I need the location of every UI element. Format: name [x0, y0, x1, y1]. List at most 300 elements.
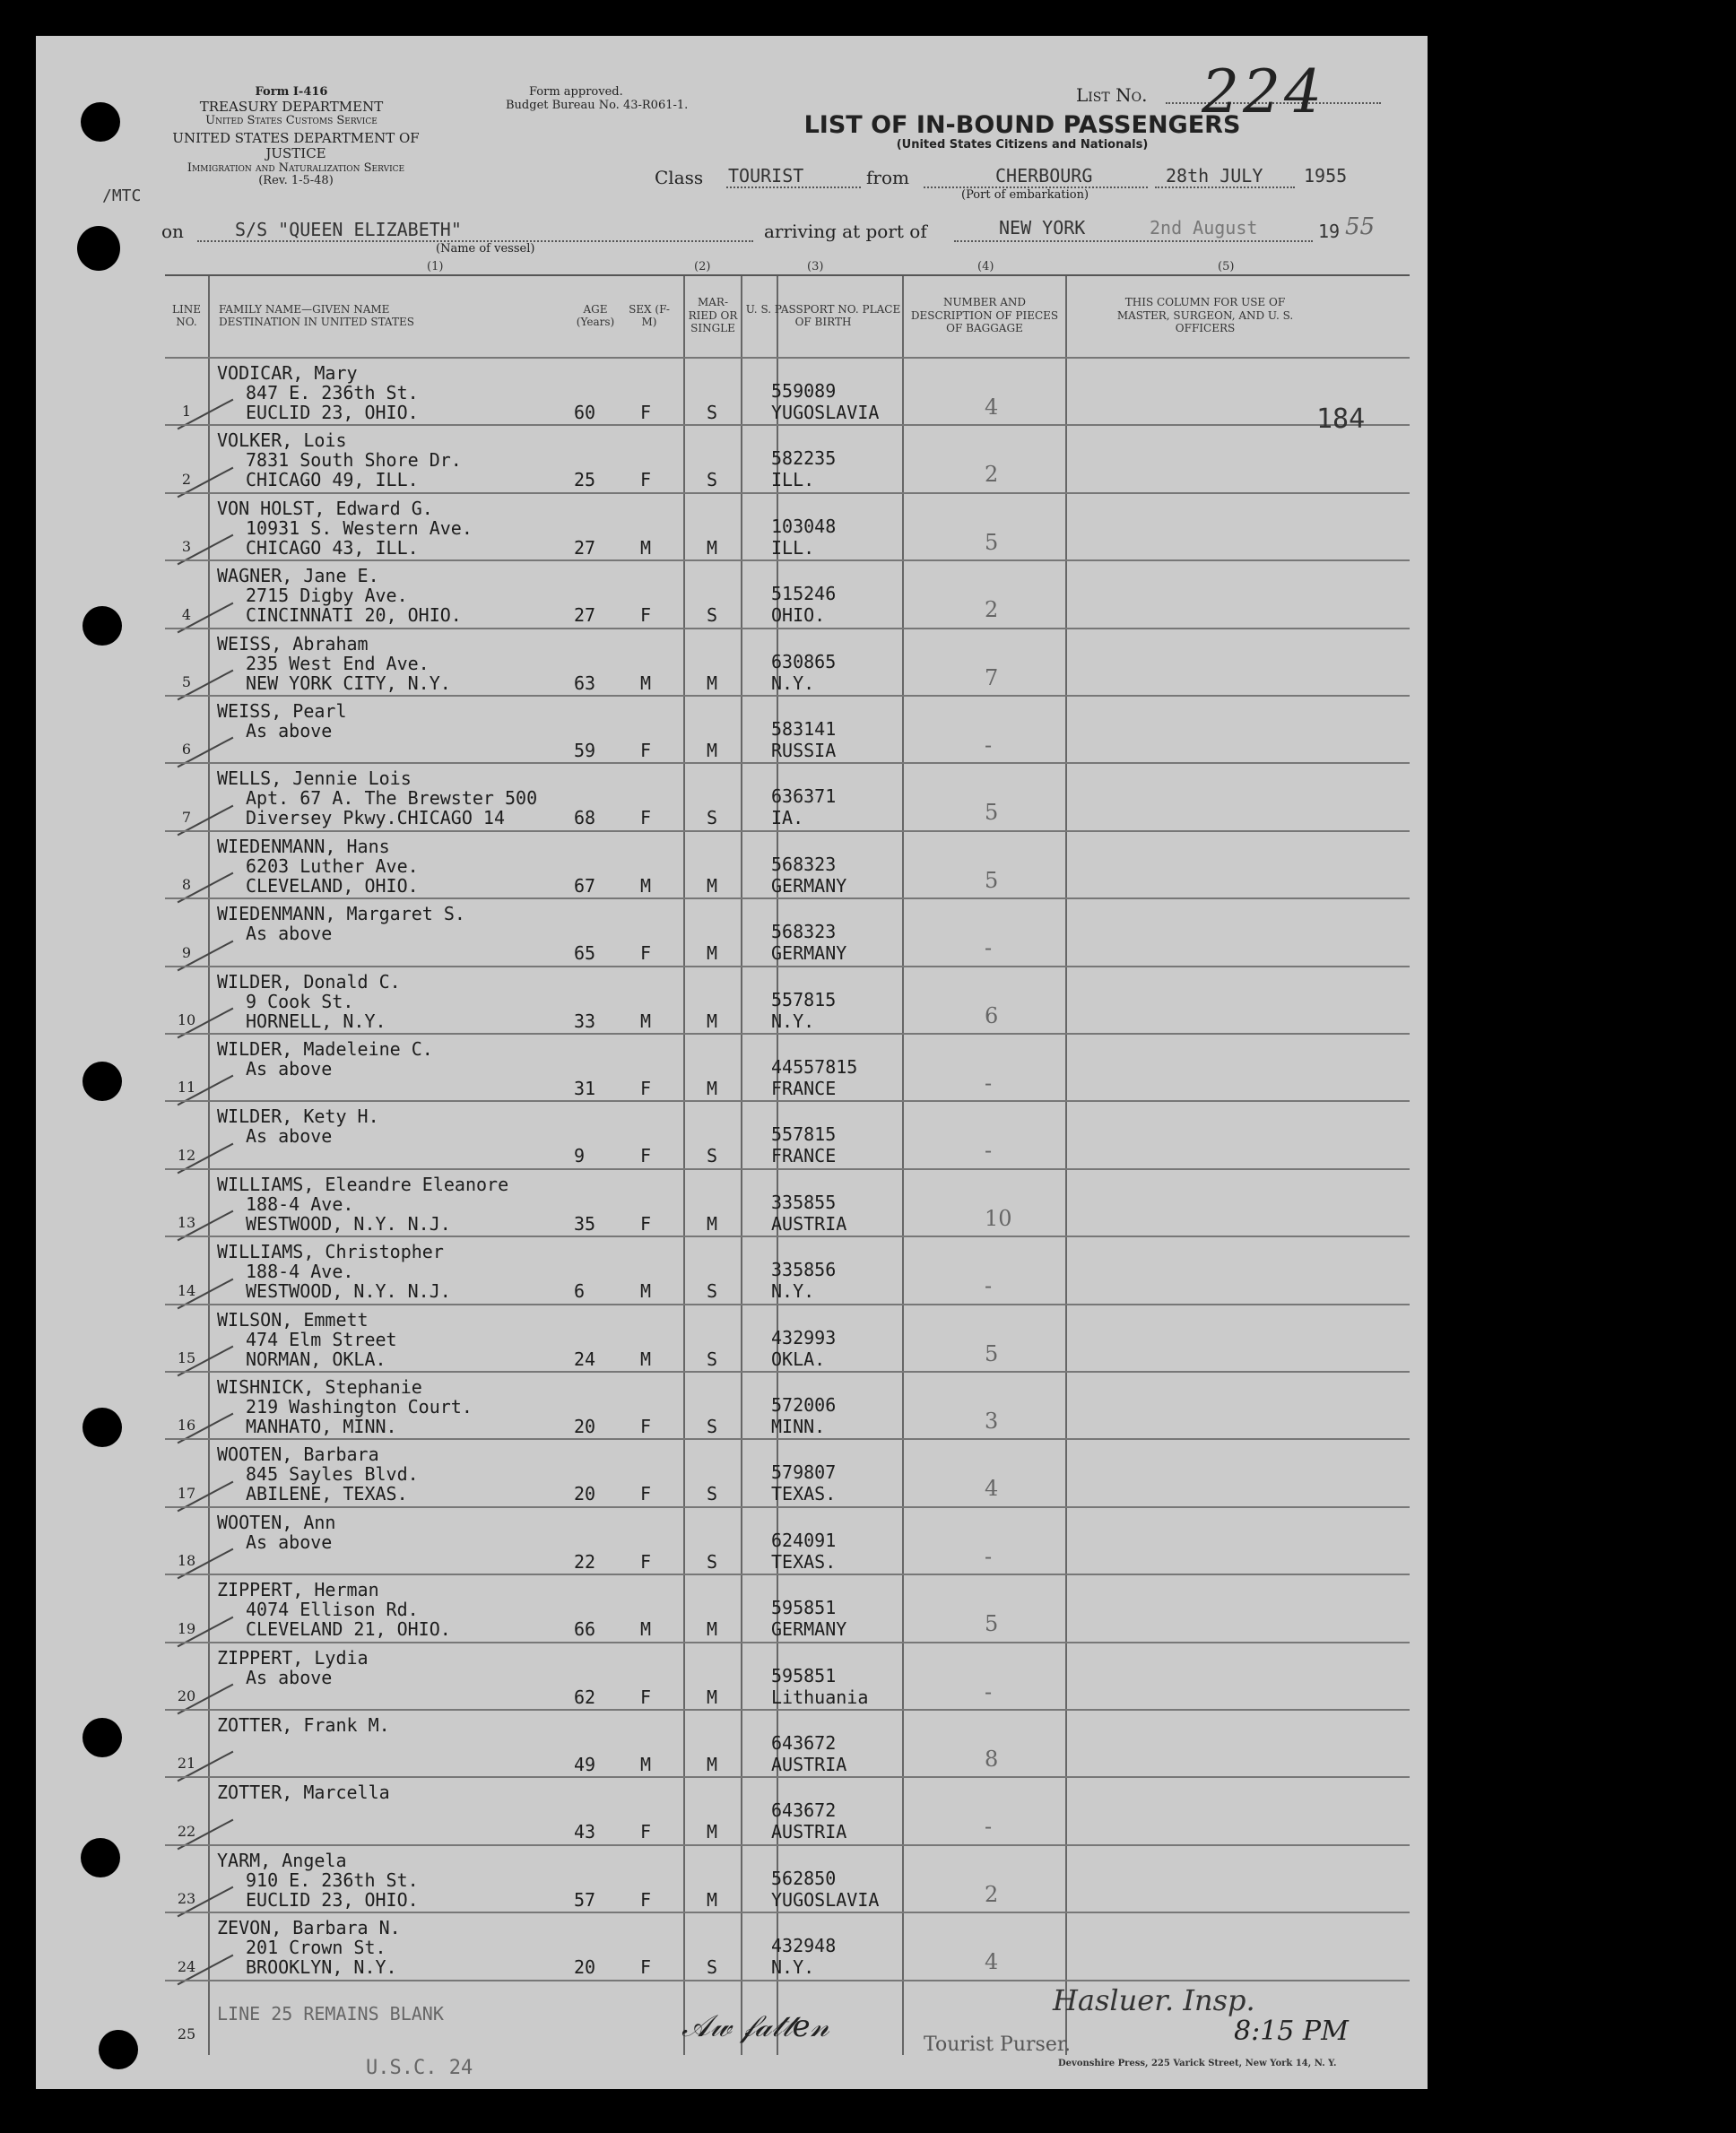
vessel-name: S/S "QUEEN ELIZABETH" — [235, 219, 462, 240]
city-line: MANHATO, MINN. — [246, 1416, 397, 1437]
sex: F — [640, 1821, 652, 1843]
sex: F — [640, 1078, 652, 1099]
header-name: FAMILY NAME—GIVEN NAME DESTINATION IN UNITED STATES — [219, 302, 414, 328]
line-number: 7 — [181, 808, 192, 826]
address-line: 2715 Digby Ave. — [246, 585, 408, 607]
table-row — [165, 1168, 1410, 1237]
marital-status: M — [707, 1754, 718, 1775]
arrival-date: 2nd August — [1150, 217, 1258, 238]
passport-number: 44557815 — [771, 1056, 858, 1078]
time-note: 8:15 PM — [1234, 2016, 1349, 2047]
baggage-count: 2 — [985, 462, 999, 488]
header-line: LINE NO. — [172, 302, 201, 328]
justice-dept: UNITED STATES DEPARTMENT OF JUSTICE — [172, 130, 420, 162]
passenger-name: VODICAR, Mary — [217, 362, 358, 384]
marital-status: S — [707, 1956, 718, 1979]
passport-number: 643672 — [771, 1799, 837, 1822]
baggage-count: 5 — [985, 529, 999, 555]
form-number: Form I-416 — [255, 85, 328, 99]
passport-number: 568323 — [771, 921, 837, 943]
birthplace: Lithuania — [771, 1686, 869, 1708]
customs-service: United States Customs Service — [205, 114, 378, 128]
age: 62 — [574, 1686, 596, 1708]
age: 43 — [574, 1821, 596, 1843]
baggage-count: 6 — [985, 1002, 999, 1028]
sex: F — [640, 1483, 652, 1505]
baggage-count: 4 — [985, 395, 999, 420]
birthplace: GERMANY — [771, 1618, 847, 1641]
baggage-count: 8 — [985, 1747, 999, 1772]
line-number: 4 — [181, 605, 192, 623]
table-row — [165, 966, 1410, 1035]
city-line: WESTWOOD, N.Y. N.J. — [246, 1280, 451, 1303]
address-line: 910 E. 236th St. — [246, 1869, 419, 1891]
table-row — [165, 1236, 1410, 1305]
col-number: (2) — [694, 260, 711, 273]
header-officers: THIS COLUMN FOR USE OF MASTER, SURGEON, AND U. S. OFFICERS — [1116, 296, 1294, 335]
city-line: NEW YORK CITY, N.Y. — [246, 672, 451, 694]
birthplace: YUGOSLAVIA — [771, 402, 880, 423]
passenger-name: WILLIAMS, Christopher — [217, 1241, 444, 1263]
list-no-label: List No. — [1076, 84, 1148, 106]
line-number: 14 — [177, 1281, 196, 1299]
passport-number: 579807 — [771, 1461, 837, 1484]
city-line: CHICAGO 43, ILL. — [246, 536, 419, 559]
table-row — [165, 1033, 1410, 1102]
sex: F — [640, 402, 652, 423]
birthplace: FRANCE — [771, 1145, 837, 1167]
passenger-name: WAGNER, Jane E. — [217, 565, 379, 587]
arrival-year: 55 — [1345, 213, 1376, 240]
passenger-name: WILLIAMS, Eleandre Eleanore — [217, 1173, 509, 1195]
inspector-note: Hasluer. Insp. — [1053, 1983, 1255, 2017]
baggage-count: - — [985, 1273, 993, 1299]
punch-hole — [82, 606, 122, 646]
passport-number: 583141 — [771, 718, 837, 740]
baggage-count: 7 — [985, 664, 999, 690]
city-line: CINCINNATI 20, OHIO. — [246, 604, 462, 627]
age: 57 — [574, 1888, 596, 1911]
age: 63 — [574, 672, 596, 694]
birthplace: N.Y. — [771, 672, 815, 694]
age: 67 — [574, 874, 596, 897]
header-baggage: NUMBER AND DESCRIPTION OF PIECES OF BAGGAGE — [910, 296, 1059, 335]
marital-status: M — [707, 672, 718, 694]
age: 27 — [574, 536, 596, 559]
officer-note: 184 — [1316, 403, 1366, 435]
table-row — [165, 1844, 1410, 1913]
sex: F — [640, 1888, 652, 1911]
passenger-name: ZIPPERT, Lydia — [217, 1646, 369, 1669]
birthplace: OHIO. — [771, 604, 826, 627]
birthplace: IA. — [771, 807, 804, 829]
passenger-name: WIEDENMANN, Hans — [217, 835, 390, 857]
birthplace: AUSTRIA — [771, 1754, 847, 1775]
address-line: As above — [246, 923, 333, 945]
age: 65 — [574, 942, 596, 965]
birthplace: OKLA. — [771, 1348, 826, 1370]
passport-number: 559089 — [771, 380, 837, 402]
treasury-dept: TREASURY DEPARTMENT — [199, 98, 384, 115]
address-line: 4074 Ellison Rd. — [246, 1599, 419, 1621]
marital-status: M — [707, 1618, 718, 1641]
age: 60 — [574, 402, 596, 423]
punch-hole — [99, 2030, 138, 2069]
age: 33 — [574, 1010, 596, 1032]
title: LIST OF IN-BOUND PASSENGERS — [803, 111, 1241, 139]
col-number: (4) — [977, 260, 994, 273]
passenger-name: WOOTEN, Barbara — [217, 1444, 379, 1466]
marital-status: S — [707, 1348, 718, 1370]
address-line: As above — [246, 1666, 333, 1688]
table-row — [165, 1776, 1410, 1845]
table-row — [165, 1709, 1410, 1778]
age: 6 — [574, 1280, 586, 1303]
line-number: 8 — [181, 876, 192, 894]
punch-hole — [81, 1838, 120, 1877]
birthplace: GERMANY — [771, 874, 847, 897]
sex: F — [640, 1686, 652, 1708]
revision: (Rev. 1-5-48) — [258, 174, 334, 188]
address-line: 6203 Luther Ave. — [246, 854, 419, 877]
passenger-name: YARM, Angela — [217, 1849, 347, 1871]
age: 31 — [574, 1078, 596, 1099]
line-number: 6 — [181, 741, 192, 759]
sex: M — [640, 672, 652, 694]
manifest-page — [36, 36, 1428, 2089]
passport-number: 557815 — [771, 988, 837, 1010]
line-number: 23 — [177, 1890, 196, 1908]
header-sex: SEX (F-M) — [629, 302, 670, 328]
sex: F — [640, 604, 652, 627]
table-row — [165, 897, 1410, 967]
address-line: 201 Crown St. — [246, 1937, 386, 1959]
address-line: 188-4 Ave. — [246, 1192, 354, 1215]
purser-label: Tourist Purser. — [924, 2033, 1071, 2056]
baggage-count: - — [985, 1071, 993, 1096]
line-number: 18 — [177, 1552, 196, 1570]
line-number: 15 — [177, 1348, 196, 1366]
baggage-count: 5 — [985, 1340, 999, 1366]
sex: F — [640, 942, 652, 965]
passport-number: 557815 — [771, 1123, 837, 1146]
purser-signature: 𝒜𝓌 𝒻𝒶𝓉𝓉𝑒𝓃 — [681, 2008, 829, 2044]
birthplace: N.Y. — [771, 1280, 815, 1303]
class-value: TOURIST — [728, 165, 804, 186]
baggage-count: 5 — [985, 867, 999, 893]
baggage-count: - — [985, 1138, 993, 1164]
class-label: Class — [655, 167, 704, 188]
city-line: CHICAGO 49, ILL. — [246, 469, 419, 491]
city-line: Diversey Pkwy.CHICAGO 14 — [246, 807, 505, 829]
marital-status: M — [707, 942, 718, 965]
birthplace: N.Y. — [771, 1010, 815, 1032]
table-row — [165, 1438, 1410, 1507]
punch-hole — [81, 102, 120, 142]
marital-status: M — [707, 740, 718, 761]
arrival-year-prefix: 19 — [1318, 221, 1341, 242]
marital-status: M — [707, 1686, 718, 1708]
passport-number: 595851 — [771, 1664, 837, 1686]
sex: M — [640, 536, 652, 559]
ins-service: Immigration and Naturalization Service — [187, 160, 405, 175]
marital-status: S — [707, 1280, 718, 1303]
address-line: 7831 South Shore Dr. — [246, 449, 462, 472]
col-number: (1) — [427, 260, 444, 273]
sex: F — [640, 1416, 652, 1437]
table-row — [165, 1100, 1410, 1169]
age: 22 — [574, 1550, 596, 1573]
arriving-label: arriving at port of — [764, 221, 927, 242]
passenger-name: ZOTTER, Frank M. — [217, 1714, 390, 1736]
birthplace: RUSSIA — [771, 740, 837, 761]
line-number: 20 — [177, 1686, 196, 1704]
table-row — [165, 1304, 1410, 1373]
sex: F — [640, 807, 652, 829]
marital-status: S — [707, 1145, 718, 1167]
age: 68 — [574, 807, 596, 829]
marital-status: M — [707, 1010, 718, 1032]
table-row — [165, 357, 1410, 426]
birthplace: GERMANY — [771, 942, 847, 965]
justice-block — [161, 131, 430, 188]
passenger-name: WELLS, Jennie Lois — [217, 767, 412, 790]
address-line: 845 Sayles Blvd. — [246, 1463, 419, 1486]
table-row — [165, 1371, 1410, 1440]
passenger-name: LINE 25 REMAINS BLANK — [217, 2002, 444, 2025]
baggage-count: 2 — [985, 1881, 999, 1907]
address-line: As above — [246, 1530, 333, 1553]
port-note: (Port of embarkation) — [961, 188, 1089, 202]
passport-number: 624091 — [771, 1529, 837, 1551]
line-number: 5 — [181, 672, 192, 690]
table-row — [165, 830, 1410, 899]
marital-status: M — [707, 874, 718, 897]
city-line: CLEVELAND, OHIO. — [246, 874, 419, 897]
sex: F — [640, 1550, 652, 1573]
birthplace: FRANCE — [771, 1078, 837, 1099]
line-number: 17 — [177, 1484, 196, 1502]
city-line: CLEVELAND 21, OHIO. — [246, 1618, 451, 1641]
passenger-name: WILDER, Donald C. — [217, 970, 401, 993]
table-row — [165, 695, 1410, 764]
baggage-count: - — [985, 1543, 993, 1569]
address-line: 847 E. 236th St. — [246, 382, 419, 403]
address-line: As above — [246, 1058, 333, 1080]
sex: F — [640, 1212, 652, 1235]
address-line: 188-4 Ave. — [246, 1261, 354, 1283]
line-number: 11 — [177, 1079, 196, 1097]
city-line: HORNELL, N.Y. — [246, 1010, 386, 1032]
age: 59 — [574, 740, 596, 761]
passenger-name: WEISS, Pearl — [217, 700, 347, 722]
table-row — [165, 1912, 1410, 1981]
from-label: from — [866, 167, 909, 188]
passport-number: 595851 — [771, 1597, 837, 1619]
age: 20 — [574, 1956, 596, 1979]
city-line: EUCLID 23, OHIO. — [246, 1888, 419, 1911]
depart-date: 28th JULY — [1166, 165, 1263, 186]
header-passport: U. S. PASSPORT NO. PLACE OF BIRTH — [745, 302, 901, 328]
sex: M — [640, 1010, 652, 1032]
punch-hole — [82, 1062, 122, 1101]
table-row — [165, 762, 1410, 831]
age: 35 — [574, 1212, 596, 1235]
passport-number: 636371 — [771, 785, 837, 808]
list-title — [789, 111, 1255, 152]
line-number: 3 — [181, 538, 192, 556]
age: 20 — [574, 1483, 596, 1505]
baggage-count: 10 — [985, 1205, 1012, 1231]
city-line: BROOKLYN, N.Y. — [246, 1956, 397, 1979]
age: 9 — [574, 1145, 586, 1167]
passenger-name: WISHNICK, Stephanie — [217, 1376, 422, 1398]
passenger-name: ZIPPERT, Herman — [217, 1579, 379, 1601]
birthplace: N.Y. — [771, 1956, 815, 1979]
marital-status: M — [707, 1821, 718, 1843]
line-number: 21 — [177, 1755, 196, 1773]
address-line: Apt. 67 A. The Brewster 500 — [246, 787, 538, 810]
line-number: 2 — [181, 470, 192, 488]
age: 49 — [574, 1754, 596, 1775]
sex: F — [640, 1145, 652, 1167]
marital-status: M — [707, 1212, 718, 1235]
budget-bureau: Budget Bureau No. 43-R061-1. — [506, 98, 689, 112]
subtitle: (United States Citizens and Nationals) — [896, 138, 1149, 152]
form-dept-block — [161, 86, 421, 128]
birthplace: AUSTRIA — [771, 1821, 847, 1843]
passenger-name: WILSON, Emmett — [217, 1308, 369, 1331]
header-age: AGE (Years) — [576, 302, 615, 328]
printer-note: Devonshire Press, 225 Varick Street, New York 14, N. Y. — [1058, 2059, 1337, 2068]
table-row — [165, 1642, 1410, 1711]
age: 27 — [574, 604, 596, 627]
marital-status: S — [707, 807, 718, 829]
sex: M — [640, 874, 652, 897]
baggage-count: - — [985, 935, 993, 961]
on-label: on — [161, 221, 184, 242]
punch-hole — [77, 226, 120, 271]
passport-number: 335855 — [771, 1191, 837, 1213]
table-row — [165, 492, 1410, 561]
mtc-note: /MTC — [102, 186, 142, 205]
birthplace: AUSTRIA — [771, 1212, 847, 1235]
birthplace: YUGOSLAVIA — [771, 1888, 880, 1911]
address-line: As above — [246, 720, 333, 741]
sex: M — [640, 1280, 652, 1303]
passenger-name: WILDER, Madeleine C. — [217, 1038, 433, 1060]
city-line: WESTWOOD, N.Y. N.J. — [246, 1212, 451, 1235]
marital-status: S — [707, 469, 718, 491]
address-line: As above — [246, 1125, 333, 1148]
marital-status: S — [707, 402, 718, 423]
address-line: 235 West End Ave. — [246, 652, 430, 674]
birthplace: ILL. — [771, 536, 815, 559]
line-number: 25 — [177, 2025, 196, 2042]
sex: F — [640, 469, 652, 491]
list-number: 224 — [1202, 57, 1325, 126]
usc-note: U.S.C. 24 — [366, 2057, 473, 2079]
passenger-name: WOOTEN, Ann — [217, 1511, 336, 1533]
city-line: NORMAN, OKLA. — [246, 1348, 386, 1370]
passport-number: 103048 — [771, 515, 837, 537]
baggage-count: 5 — [985, 1611, 999, 1637]
line-number: 22 — [177, 1822, 196, 1840]
city-line: ABILENE, TEXAS. — [246, 1483, 408, 1505]
form-approved: Form approved. — [529, 85, 623, 99]
city-line: EUCLID 23, OHIO. — [246, 402, 419, 423]
birthplace: ILL. — [771, 469, 815, 491]
arrival-port: NEW YORK — [999, 217, 1086, 238]
passenger-table — [165, 274, 1410, 2055]
table-row — [165, 1506, 1410, 1575]
passport-number: 568323 — [771, 853, 837, 875]
birthplace: MINN. — [771, 1416, 826, 1437]
baggage-count: 4 — [985, 1949, 999, 1975]
baggage-count: - — [985, 733, 993, 758]
passport-number: 515246 — [771, 583, 837, 605]
depart-year: 1955 — [1304, 165, 1348, 186]
passport-number: 432993 — [771, 1326, 837, 1348]
age: 20 — [574, 1416, 596, 1437]
address-line: 219 Washington Court. — [246, 1396, 473, 1418]
marital-status: M — [707, 1078, 718, 1099]
baggage-count: 2 — [985, 597, 999, 623]
passport-number: 432948 — [771, 1935, 837, 1957]
vessel-note: (Name of vessel) — [436, 242, 535, 256]
col-number: (3) — [807, 260, 824, 273]
line-number: 1 — [181, 403, 192, 421]
sex: F — [640, 1956, 652, 1979]
marital-status: S — [707, 1483, 718, 1505]
passenger-name: WIEDENMANN, Margaret S. — [217, 903, 465, 925]
line-number: 19 — [177, 1619, 196, 1637]
line-number: 13 — [177, 1214, 196, 1232]
baggage-count: - — [985, 1678, 993, 1704]
line-number: 10 — [177, 1010, 196, 1028]
age: 66 — [574, 1618, 596, 1641]
line-number: 12 — [177, 1146, 196, 1164]
col-number: (5) — [1218, 260, 1235, 273]
passenger-name: WEISS, Abraham — [217, 632, 369, 655]
marital-status: S — [707, 1416, 718, 1437]
baggage-count: 4 — [985, 1476, 999, 1502]
marital-status: S — [707, 1550, 718, 1573]
passenger-name: WILDER, Kety H. — [217, 1106, 379, 1128]
sex: F — [640, 740, 652, 761]
passport-number: 572006 — [771, 1394, 837, 1416]
baggage-count: 5 — [985, 800, 999, 826]
passport-number: 562850 — [771, 1867, 837, 1889]
age: 24 — [574, 1348, 596, 1370]
approval-block — [506, 86, 748, 113]
table-row — [165, 559, 1410, 629]
address-line: 474 Elm Street — [246, 1328, 397, 1350]
address-line: 9 Cook St. — [246, 990, 354, 1012]
sex: M — [640, 1754, 652, 1775]
age: 25 — [574, 469, 596, 491]
passport-number: 582235 — [771, 447, 837, 470]
line-number: 24 — [177, 1957, 196, 1975]
line-number: 16 — [177, 1417, 196, 1435]
punch-hole — [82, 1718, 122, 1757]
line-number: 9 — [181, 943, 192, 961]
embark-port: CHERBOURG — [995, 165, 1093, 186]
marital-status: S — [707, 604, 718, 627]
baggage-count: - — [985, 1814, 993, 1840]
birthplace: TEXAS. — [771, 1483, 837, 1505]
table-row — [165, 628, 1410, 697]
